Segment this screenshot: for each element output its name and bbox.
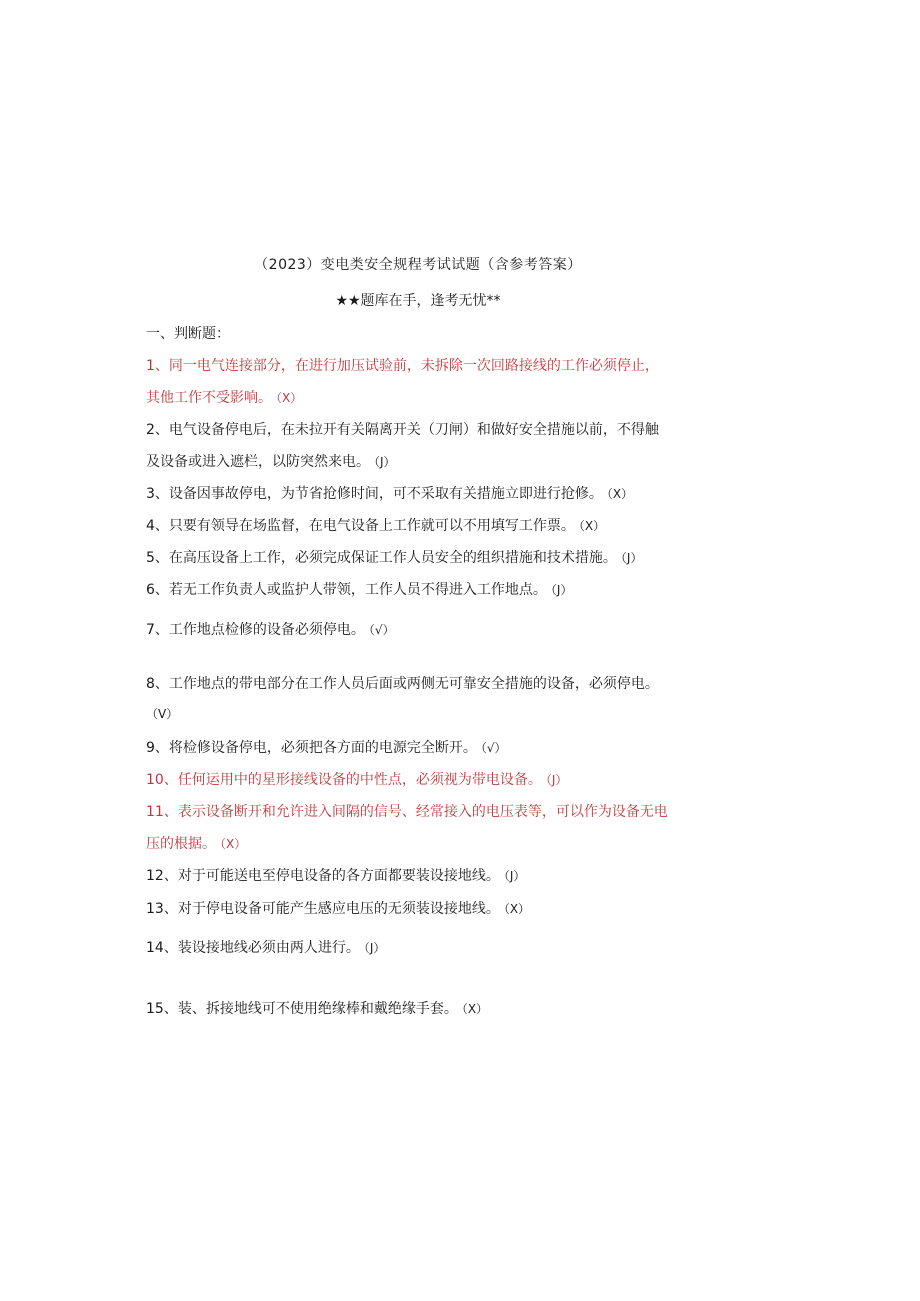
question-line xyxy=(146,673,659,693)
question-text: 9、将检修设备停电，必须把各方面的电源完全断开。 xyxy=(146,740,477,756)
answer-mark: （X） xyxy=(220,837,247,851)
answer-mark: （X） xyxy=(578,519,606,533)
question-line xyxy=(146,619,395,639)
question-line xyxy=(146,579,572,599)
question-line xyxy=(146,898,530,918)
question-text: 14、装设接地线必须由两人进行。 xyxy=(146,940,360,956)
question-line xyxy=(146,387,302,407)
question-line xyxy=(146,705,178,722)
answer-mark: （X） xyxy=(276,391,303,405)
question-line xyxy=(146,419,659,439)
question-line xyxy=(146,937,385,957)
question-line xyxy=(146,769,567,789)
question-line xyxy=(146,547,642,567)
document-subtitle: ★★题库在手，逢考无忧** xyxy=(335,293,501,309)
question-line xyxy=(146,355,659,375)
answer-mark: （X） xyxy=(503,902,531,916)
answer-mark: （X） xyxy=(461,1002,489,1016)
question-line xyxy=(146,515,605,535)
question-text: 15、装、拆接地线可不使用绝缘棒和戴绝缘手套。 xyxy=(146,1001,458,1017)
question-text: 4、只要有领导在场监督，在电气设备上工作就可以不用填写工作票。 xyxy=(146,518,575,534)
question-text: 1、同一电气连接部分，在进行加压试验前，未拆除一次回路接线的工作必须停止， xyxy=(146,358,659,374)
answer-mark: （√） xyxy=(368,623,395,637)
answer-mark: （J） xyxy=(363,941,386,955)
question-text: 及设备或进入遮栏，以防突然来电。 xyxy=(146,454,370,470)
question-text: 12、对于可能送电至停电设备的各方面都要装设接地线。 xyxy=(146,868,500,884)
answer-mark: （J） xyxy=(503,869,526,883)
question-text: 13、对于停电设备可能产生感应电压的无须装设接地线。 xyxy=(146,901,500,917)
answer-mark: （J） xyxy=(550,583,573,597)
question-text: 2、电气设备停电后，在未拉开有关隔离开关（刀闸）和做好安全措施以前，不得触 xyxy=(146,422,659,438)
question-line xyxy=(146,833,246,853)
answer-mark: （V） xyxy=(146,707,179,721)
question-line xyxy=(146,865,525,885)
question-text: 6、若无工作负责人或监护人带领，工作人员不得进入工作地点。 xyxy=(146,582,547,598)
question-line xyxy=(146,483,633,503)
question-line xyxy=(146,451,396,471)
document-title: （2023）变电类安全规程考试试题（含参考答案） xyxy=(254,257,582,273)
question-text: 压的根据。 xyxy=(146,836,216,852)
answer-mark: （√） xyxy=(480,741,507,755)
answer-mark: （J） xyxy=(620,551,643,565)
question-line xyxy=(146,998,488,1018)
question-text: 3、设备因事故停电，为节省抢修时间，可不采取有关措施立即进行抢修。 xyxy=(146,486,603,502)
question-text: 5、在高压设备上工作，必须完成保证工作人员安全的组织措施和技术措施。 xyxy=(146,550,617,566)
question-text: 其他工作不受影响。 xyxy=(146,390,272,406)
answer-mark: （J） xyxy=(545,773,568,787)
question-text: 7、工作地点检修的设备必须停电。 xyxy=(146,622,365,638)
answer-mark: （J） xyxy=(374,455,396,469)
question-line xyxy=(146,737,507,757)
answer-mark: （X） xyxy=(606,487,634,501)
question-text: 11、表示设备断开和允许进入间隔的信号、经常接入的电压表等，可以作为设备无电 xyxy=(146,804,668,820)
section-heading: 一、判断题： xyxy=(146,326,230,342)
question-text: 8、工作地点的带电部分在工作人员后面或两侧无可靠安全措施的设备，必须停电。 xyxy=(146,676,659,692)
question-line xyxy=(146,801,668,821)
question-text: 10、任何运用中的星形接线设备的中性点，必须视为带电设备。 xyxy=(146,772,542,788)
